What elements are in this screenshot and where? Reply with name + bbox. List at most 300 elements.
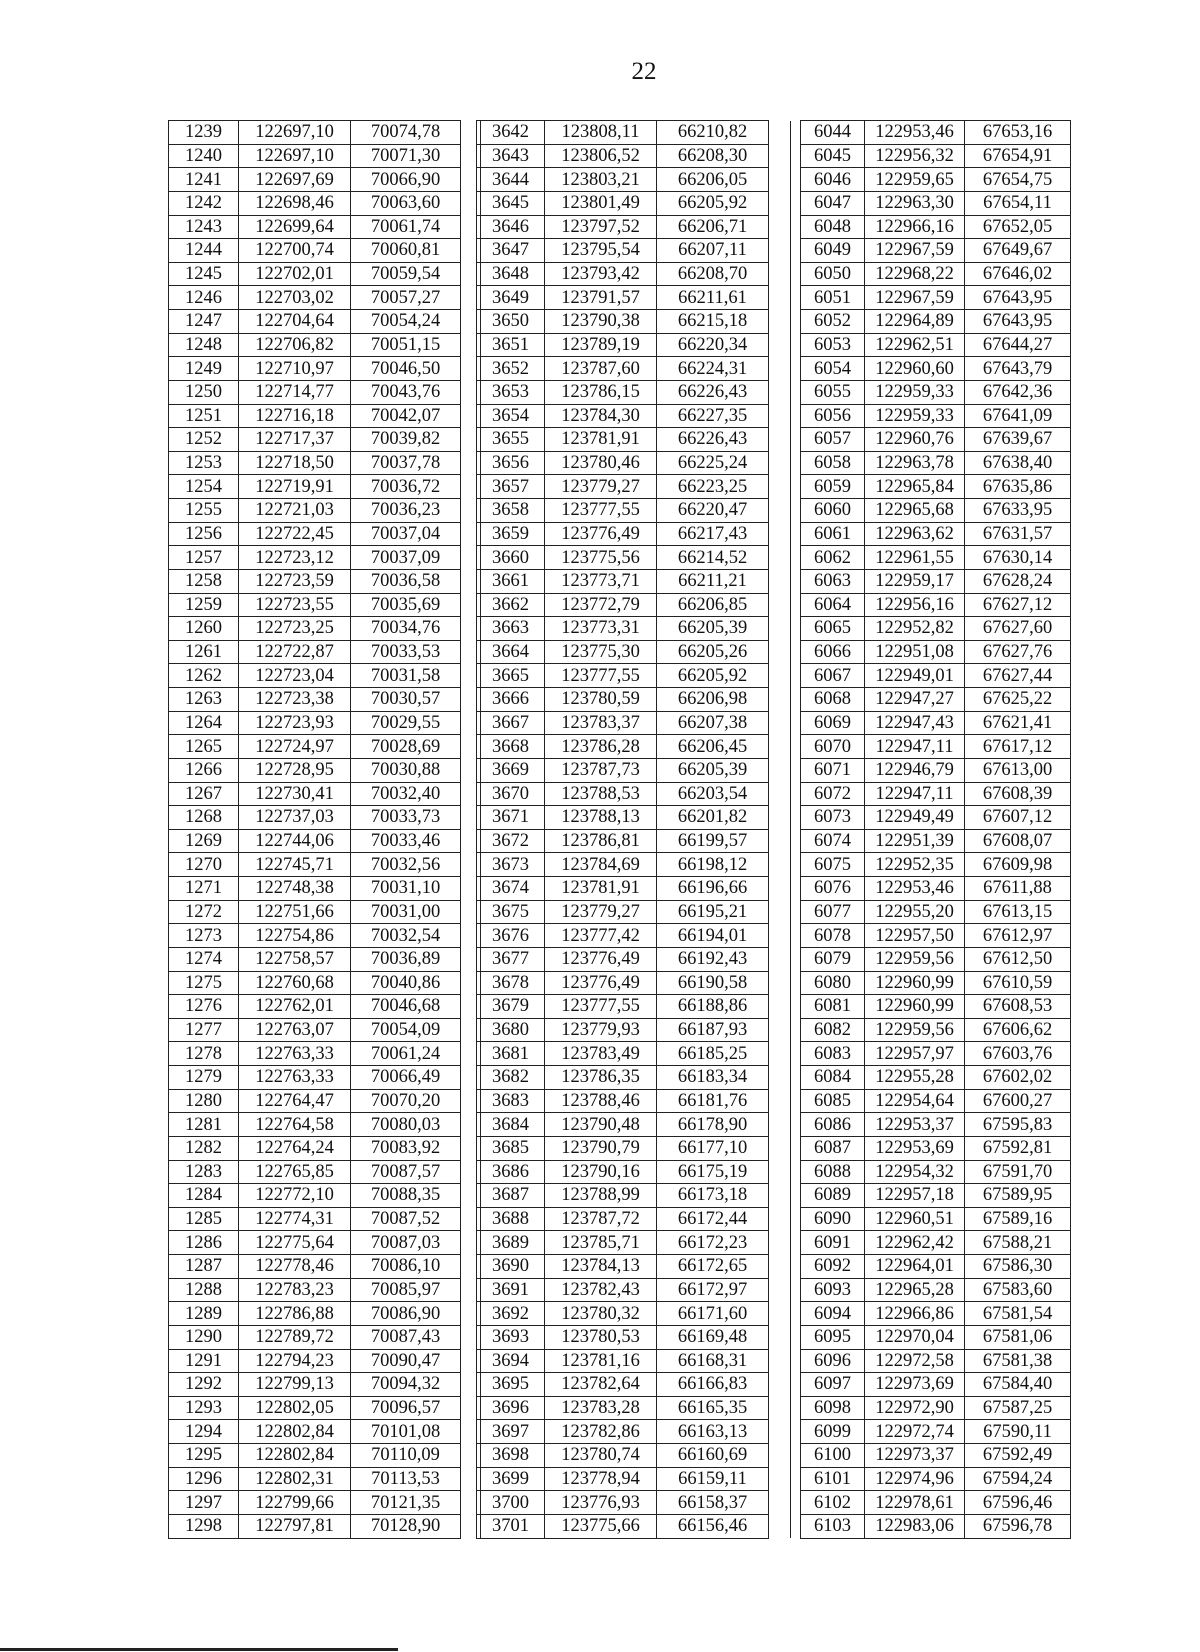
coord-y-cell: 66172,23 bbox=[657, 1231, 769, 1255]
point-number-cell: 1239 bbox=[169, 121, 239, 145]
coord-x-cell: 122763,33 bbox=[239, 1066, 351, 1090]
coord-x-cell: 122723,93 bbox=[239, 711, 351, 735]
coord-x-cell: 122783,23 bbox=[239, 1278, 351, 1302]
table-row bbox=[477, 735, 791, 759]
coord-y-cell: 66172,65 bbox=[657, 1255, 769, 1279]
table-row bbox=[801, 215, 1071, 239]
coord-y-cell: 66226,43 bbox=[657, 428, 769, 452]
point-number-cell: 3695 bbox=[477, 1373, 545, 1397]
point-number-cell: 6061 bbox=[801, 522, 865, 546]
spacer-cell bbox=[769, 995, 791, 1019]
point-number-cell: 3701 bbox=[477, 1514, 545, 1538]
point-number-cell: 6095 bbox=[801, 1325, 865, 1349]
point-number-cell: 3669 bbox=[477, 758, 545, 782]
point-number-cell: 6075 bbox=[801, 853, 865, 877]
point-number-cell: 3647 bbox=[477, 239, 545, 263]
coord-x-cell: 123779,27 bbox=[545, 900, 657, 924]
coord-y-cell: 67595,83 bbox=[965, 1113, 1071, 1137]
coord-x-cell: 122764,24 bbox=[239, 1136, 351, 1160]
spacer-cell bbox=[769, 1160, 791, 1184]
coord-y-cell: 66159,11 bbox=[657, 1467, 769, 1491]
point-number-cell: 6088 bbox=[801, 1160, 865, 1184]
coord-y-cell: 66205,92 bbox=[657, 664, 769, 688]
point-number-cell: 6048 bbox=[801, 215, 865, 239]
table-row bbox=[477, 1255, 791, 1279]
point-number-cell: 3682 bbox=[477, 1066, 545, 1090]
table-row bbox=[169, 877, 481, 901]
coord-x-cell: 123779,93 bbox=[545, 1018, 657, 1042]
coord-y-cell: 70074,78 bbox=[351, 121, 461, 145]
spacer-cell bbox=[769, 1325, 791, 1349]
coord-y-cell: 67603,76 bbox=[965, 1042, 1071, 1066]
coord-x-cell: 122973,69 bbox=[865, 1373, 965, 1397]
spacer-cell bbox=[769, 380, 791, 404]
point-number-cell: 1279 bbox=[169, 1066, 239, 1090]
coord-x-cell: 122789,72 bbox=[239, 1325, 351, 1349]
point-number-cell: 6068 bbox=[801, 688, 865, 712]
table-row bbox=[801, 239, 1071, 263]
coord-y-cell: 70086,90 bbox=[351, 1302, 461, 1326]
point-number-cell: 6081 bbox=[801, 995, 865, 1019]
coord-x-cell: 122949,49 bbox=[865, 806, 965, 830]
coord-x-cell: 122703,02 bbox=[239, 286, 351, 310]
table-row bbox=[801, 617, 1071, 641]
coord-y-cell: 70030,88 bbox=[351, 758, 461, 782]
table-row bbox=[477, 924, 791, 948]
coord-y-cell: 67594,24 bbox=[965, 1467, 1071, 1491]
coord-x-cell: 122722,87 bbox=[239, 640, 351, 664]
coord-x-cell: 122704,64 bbox=[239, 310, 351, 334]
point-number-cell: 6080 bbox=[801, 971, 865, 995]
coord-y-cell: 66206,45 bbox=[657, 735, 769, 759]
table-row bbox=[477, 853, 791, 877]
coord-x-cell: 123780,32 bbox=[545, 1302, 657, 1326]
coord-x-cell: 122968,22 bbox=[865, 262, 965, 286]
point-number-cell: 3677 bbox=[477, 947, 545, 971]
table-row bbox=[801, 404, 1071, 428]
spacer-cell bbox=[769, 121, 791, 145]
point-number-cell: 3683 bbox=[477, 1089, 545, 1113]
table-row bbox=[169, 806, 481, 830]
table-row bbox=[477, 1373, 791, 1397]
coord-y-cell: 66169,48 bbox=[657, 1325, 769, 1349]
spacer-cell bbox=[769, 262, 791, 286]
point-number-cell: 3656 bbox=[477, 451, 545, 475]
coord-x-cell: 122949,01 bbox=[865, 664, 965, 688]
coord-x-cell: 122967,59 bbox=[865, 239, 965, 263]
table-row bbox=[169, 947, 481, 971]
table-row bbox=[169, 593, 481, 617]
coordinate-tables bbox=[168, 120, 1088, 1544]
table-row bbox=[801, 1018, 1071, 1042]
table-row bbox=[169, 1278, 481, 1302]
coord-x-cell: 122972,74 bbox=[865, 1420, 965, 1444]
coord-y-cell: 70037,78 bbox=[351, 451, 461, 475]
coord-x-cell: 122802,31 bbox=[239, 1467, 351, 1491]
table-row bbox=[169, 1349, 481, 1373]
point-number-cell: 1242 bbox=[169, 191, 239, 215]
point-number-cell: 6087 bbox=[801, 1136, 865, 1160]
coord-y-cell: 66206,71 bbox=[657, 215, 769, 239]
coord-y-cell: 66206,98 bbox=[657, 688, 769, 712]
table-row bbox=[477, 121, 791, 145]
spacer-cell bbox=[769, 900, 791, 924]
spacer-cell bbox=[769, 1444, 791, 1468]
coord-y-cell: 70051,15 bbox=[351, 333, 461, 357]
table-row bbox=[801, 1089, 1071, 1113]
coord-y-cell: 66208,30 bbox=[657, 144, 769, 168]
coord-y-cell: 66208,70 bbox=[657, 262, 769, 286]
point-number-cell: 1257 bbox=[169, 546, 239, 570]
point-number-cell: 6053 bbox=[801, 333, 865, 357]
coord-y-cell: 66220,34 bbox=[657, 333, 769, 357]
spacer-cell bbox=[769, 782, 791, 806]
point-number-cell: 6045 bbox=[801, 144, 865, 168]
coord-x-cell: 123788,46 bbox=[545, 1089, 657, 1113]
coord-x-cell: 122959,65 bbox=[865, 168, 965, 192]
point-number-cell: 3654 bbox=[477, 404, 545, 428]
coord-y-cell: 67591,70 bbox=[965, 1160, 1071, 1184]
coord-y-cell: 70128,90 bbox=[351, 1514, 461, 1538]
table-row bbox=[801, 1444, 1071, 1468]
coord-y-cell: 66165,35 bbox=[657, 1396, 769, 1420]
coord-y-cell: 66156,46 bbox=[657, 1514, 769, 1538]
table-row bbox=[477, 1066, 791, 1090]
coord-y-cell: 67617,12 bbox=[965, 735, 1071, 759]
coord-y-cell: 66160,69 bbox=[657, 1444, 769, 1468]
coord-y-cell: 67587,25 bbox=[965, 1396, 1071, 1420]
point-number-cell: 1280 bbox=[169, 1089, 239, 1113]
coord-y-cell: 67586,30 bbox=[965, 1255, 1071, 1279]
table-row bbox=[801, 1491, 1071, 1515]
coord-x-cell: 123797,52 bbox=[545, 215, 657, 239]
table-row bbox=[477, 215, 791, 239]
point-number-cell: 1281 bbox=[169, 1113, 239, 1137]
coord-x-cell: 122744,06 bbox=[239, 829, 351, 853]
table-row bbox=[801, 664, 1071, 688]
point-number-cell: 6090 bbox=[801, 1207, 865, 1231]
coord-y-cell: 66227,35 bbox=[657, 404, 769, 428]
coord-y-cell: 70032,54 bbox=[351, 924, 461, 948]
coord-y-cell: 70036,89 bbox=[351, 947, 461, 971]
coord-y-cell: 66181,76 bbox=[657, 1089, 769, 1113]
coord-x-cell: 122951,08 bbox=[865, 640, 965, 664]
coord-y-cell: 67581,38 bbox=[965, 1349, 1071, 1373]
coord-x-cell: 122723,25 bbox=[239, 617, 351, 641]
table-row bbox=[477, 310, 791, 334]
point-number-cell: 6085 bbox=[801, 1089, 865, 1113]
coord-x-cell: 122754,86 bbox=[239, 924, 351, 948]
coord-y-cell: 70031,10 bbox=[351, 877, 461, 901]
spacer-cell bbox=[769, 1018, 791, 1042]
coord-x-cell: 122953,69 bbox=[865, 1136, 965, 1160]
coord-y-cell: 70061,24 bbox=[351, 1042, 461, 1066]
point-number-cell: 3684 bbox=[477, 1113, 545, 1137]
spacer-cell bbox=[769, 522, 791, 546]
table-row bbox=[477, 1089, 791, 1113]
table-row bbox=[477, 475, 791, 499]
coord-y-cell: 70036,23 bbox=[351, 499, 461, 523]
point-number-cell: 6076 bbox=[801, 877, 865, 901]
table-row bbox=[801, 499, 1071, 523]
coordinate-table-3 bbox=[800, 120, 1071, 1539]
point-number-cell: 3644 bbox=[477, 168, 545, 192]
coord-y-cell: 70032,56 bbox=[351, 853, 461, 877]
coord-x-cell: 122954,64 bbox=[865, 1089, 965, 1113]
coord-y-cell: 67612,50 bbox=[965, 947, 1071, 971]
table-row bbox=[801, 688, 1071, 712]
spacer-cell bbox=[769, 546, 791, 570]
spacer-cell bbox=[769, 806, 791, 830]
coordinate-table bbox=[800, 120, 1071, 1539]
spacer-cell bbox=[769, 735, 791, 759]
point-number-cell: 1254 bbox=[169, 475, 239, 499]
spacer-cell bbox=[769, 569, 791, 593]
coord-y-cell: 66163,13 bbox=[657, 1420, 769, 1444]
point-number-cell: 1288 bbox=[169, 1278, 239, 1302]
coord-x-cell: 122947,11 bbox=[865, 735, 965, 759]
table-row bbox=[801, 310, 1071, 334]
point-number-cell: 1293 bbox=[169, 1396, 239, 1420]
table-row bbox=[169, 758, 481, 782]
table-row bbox=[801, 1302, 1071, 1326]
spacer-cell bbox=[769, 664, 791, 688]
point-number-cell: 1245 bbox=[169, 262, 239, 286]
table-row bbox=[169, 971, 481, 995]
point-number-cell: 1255 bbox=[169, 499, 239, 523]
coord-x-cell: 122966,16 bbox=[865, 215, 965, 239]
coord-x-cell: 122765,85 bbox=[239, 1160, 351, 1184]
coord-y-cell: 70094,32 bbox=[351, 1373, 461, 1397]
coord-x-cell: 122710,97 bbox=[239, 357, 351, 381]
point-number-cell: 3680 bbox=[477, 1018, 545, 1042]
table-row bbox=[169, 1136, 481, 1160]
coord-x-cell: 123801,49 bbox=[545, 191, 657, 215]
spacer-cell bbox=[769, 499, 791, 523]
point-number-cell: 6079 bbox=[801, 947, 865, 971]
point-number-cell: 6100 bbox=[801, 1444, 865, 1468]
point-number-cell: 6099 bbox=[801, 1420, 865, 1444]
coord-x-cell: 123784,30 bbox=[545, 404, 657, 428]
point-number-cell: 1258 bbox=[169, 569, 239, 593]
coord-x-cell: 122723,38 bbox=[239, 688, 351, 712]
coord-y-cell: 66215,18 bbox=[657, 310, 769, 334]
coord-x-cell: 122802,05 bbox=[239, 1396, 351, 1420]
coord-x-cell: 123786,28 bbox=[545, 735, 657, 759]
coord-y-cell: 70031,58 bbox=[351, 664, 461, 688]
coord-x-cell: 122978,61 bbox=[865, 1491, 965, 1515]
spacer-cell bbox=[769, 1373, 791, 1397]
spacer-cell bbox=[769, 286, 791, 310]
spacer-cell bbox=[769, 617, 791, 641]
table-row bbox=[801, 853, 1071, 877]
point-number-cell: 1296 bbox=[169, 1467, 239, 1491]
coord-x-cell: 122721,03 bbox=[239, 499, 351, 523]
coord-x-cell: 122960,60 bbox=[865, 357, 965, 381]
coord-x-cell: 123806,52 bbox=[545, 144, 657, 168]
coord-y-cell: 70059,54 bbox=[351, 262, 461, 286]
table-row bbox=[169, 522, 481, 546]
coord-x-cell: 122959,33 bbox=[865, 404, 965, 428]
coord-y-cell: 70037,09 bbox=[351, 546, 461, 570]
table-row bbox=[477, 1278, 791, 1302]
point-number-cell: 6078 bbox=[801, 924, 865, 948]
point-number-cell: 6064 bbox=[801, 593, 865, 617]
coord-x-cell: 123780,46 bbox=[545, 451, 657, 475]
point-number-cell: 6060 bbox=[801, 499, 865, 523]
coord-y-cell: 67643,95 bbox=[965, 310, 1071, 334]
spacer-cell bbox=[769, 1136, 791, 1160]
spacer-cell bbox=[769, 688, 791, 712]
point-number-cell: 1274 bbox=[169, 947, 239, 971]
point-number-cell: 3661 bbox=[477, 569, 545, 593]
table-row bbox=[169, 1491, 481, 1515]
point-number-cell: 3643 bbox=[477, 144, 545, 168]
table-row bbox=[477, 1325, 791, 1349]
table-row bbox=[477, 380, 791, 404]
spacer-cell bbox=[769, 1396, 791, 1420]
coord-x-cell: 122947,27 bbox=[865, 688, 965, 712]
coord-y-cell: 66183,34 bbox=[657, 1066, 769, 1090]
point-number-cell: 6093 bbox=[801, 1278, 865, 1302]
table-row bbox=[477, 569, 791, 593]
coord-y-cell: 66190,58 bbox=[657, 971, 769, 995]
coord-x-cell: 122959,17 bbox=[865, 569, 965, 593]
coord-y-cell: 66172,97 bbox=[657, 1278, 769, 1302]
table-row bbox=[477, 239, 791, 263]
table-row bbox=[801, 758, 1071, 782]
point-number-cell: 6056 bbox=[801, 404, 865, 428]
coord-x-cell: 123781,16 bbox=[545, 1349, 657, 1373]
table-row bbox=[477, 428, 791, 452]
table-row bbox=[169, 664, 481, 688]
coord-x-cell: 122724,97 bbox=[239, 735, 351, 759]
table-row bbox=[169, 1113, 481, 1137]
coord-y-cell: 67613,15 bbox=[965, 900, 1071, 924]
point-number-cell: 1278 bbox=[169, 1042, 239, 1066]
point-number-cell: 3670 bbox=[477, 782, 545, 806]
point-number-cell: 6070 bbox=[801, 735, 865, 759]
table-row bbox=[169, 782, 481, 806]
point-number-cell: 3671 bbox=[477, 806, 545, 830]
table-row bbox=[477, 900, 791, 924]
coord-x-cell: 122965,68 bbox=[865, 499, 965, 523]
point-number-cell: 1253 bbox=[169, 451, 239, 475]
table-row bbox=[801, 546, 1071, 570]
coord-y-cell: 67581,54 bbox=[965, 1302, 1071, 1326]
table-row bbox=[477, 877, 791, 901]
point-number-cell: 3657 bbox=[477, 475, 545, 499]
table-row bbox=[801, 380, 1071, 404]
coord-y-cell: 66192,43 bbox=[657, 947, 769, 971]
coord-x-cell: 122698,46 bbox=[239, 191, 351, 215]
point-number-cell: 6101 bbox=[801, 1467, 865, 1491]
coord-y-cell: 67612,97 bbox=[965, 924, 1071, 948]
spacer-cell bbox=[769, 144, 791, 168]
spacer-cell bbox=[769, 475, 791, 499]
point-number-cell: 3652 bbox=[477, 357, 545, 381]
table-row bbox=[169, 1160, 481, 1184]
point-number-cell: 1240 bbox=[169, 144, 239, 168]
coord-y-cell: 67608,39 bbox=[965, 782, 1071, 806]
coord-y-cell: 66214,52 bbox=[657, 546, 769, 570]
table-row bbox=[169, 475, 481, 499]
point-number-cell: 1275 bbox=[169, 971, 239, 995]
table-row bbox=[477, 758, 791, 782]
point-number-cell: 3653 bbox=[477, 380, 545, 404]
table-row bbox=[169, 191, 481, 215]
coord-y-cell: 67654,91 bbox=[965, 144, 1071, 168]
coord-y-cell: 66206,85 bbox=[657, 593, 769, 617]
point-number-cell: 1259 bbox=[169, 593, 239, 617]
coord-x-cell: 123782,64 bbox=[545, 1373, 657, 1397]
point-number-cell: 3660 bbox=[477, 546, 545, 570]
coord-x-cell: 122762,01 bbox=[239, 995, 351, 1019]
coord-x-cell: 122983,06 bbox=[865, 1514, 965, 1538]
coord-y-cell: 70033,73 bbox=[351, 806, 461, 830]
point-number-cell: 6102 bbox=[801, 1491, 865, 1515]
table-row bbox=[169, 428, 481, 452]
table-row bbox=[477, 1231, 791, 1255]
coord-x-cell: 122723,04 bbox=[239, 664, 351, 688]
point-number-cell: 3673 bbox=[477, 853, 545, 877]
coord-x-cell: 122960,51 bbox=[865, 1207, 965, 1231]
point-number-cell: 1292 bbox=[169, 1373, 239, 1397]
spacer-cell bbox=[769, 1420, 791, 1444]
coord-x-cell: 122774,31 bbox=[239, 1207, 351, 1231]
coord-y-cell: 67602,02 bbox=[965, 1066, 1071, 1090]
coord-x-cell: 122778,46 bbox=[239, 1255, 351, 1279]
table-row bbox=[169, 1184, 481, 1208]
coord-y-cell: 67627,60 bbox=[965, 617, 1071, 641]
coord-y-cell: 70030,57 bbox=[351, 688, 461, 712]
coord-y-cell: 70054,24 bbox=[351, 310, 461, 334]
coord-y-cell: 66225,24 bbox=[657, 451, 769, 475]
coord-y-cell: 66206,05 bbox=[657, 168, 769, 192]
coord-x-cell: 123788,53 bbox=[545, 782, 657, 806]
table-row bbox=[169, 688, 481, 712]
coord-x-cell: 123780,53 bbox=[545, 1325, 657, 1349]
coord-x-cell: 123777,55 bbox=[545, 499, 657, 523]
spacer-cell bbox=[769, 1302, 791, 1326]
coord-y-cell: 67588,21 bbox=[965, 1231, 1071, 1255]
coord-y-cell: 67600,27 bbox=[965, 1089, 1071, 1113]
coord-x-cell: 123780,74 bbox=[545, 1444, 657, 1468]
coord-x-cell: 123781,91 bbox=[545, 877, 657, 901]
table-row bbox=[477, 593, 791, 617]
coord-x-cell: 122955,20 bbox=[865, 900, 965, 924]
table-row bbox=[801, 829, 1071, 853]
coord-y-cell: 70090,47 bbox=[351, 1349, 461, 1373]
table-row bbox=[477, 947, 791, 971]
table-row bbox=[477, 168, 791, 192]
coord-y-cell: 66210,82 bbox=[657, 121, 769, 145]
coord-x-cell: 122775,64 bbox=[239, 1231, 351, 1255]
table-row bbox=[801, 1420, 1071, 1444]
table-row bbox=[477, 191, 791, 215]
table-row bbox=[477, 1042, 791, 1066]
table-row bbox=[169, 829, 481, 853]
coord-y-cell: 67592,49 bbox=[965, 1444, 1071, 1468]
coord-x-cell: 122716,18 bbox=[239, 404, 351, 428]
coord-y-cell: 66171,60 bbox=[657, 1302, 769, 1326]
table-row bbox=[801, 593, 1071, 617]
coord-y-cell: 67596,46 bbox=[965, 1491, 1071, 1515]
spacer-cell bbox=[769, 191, 791, 215]
coord-x-cell: 122964,01 bbox=[865, 1255, 965, 1279]
point-number-cell: 6083 bbox=[801, 1042, 865, 1066]
point-number-cell: 1294 bbox=[169, 1420, 239, 1444]
